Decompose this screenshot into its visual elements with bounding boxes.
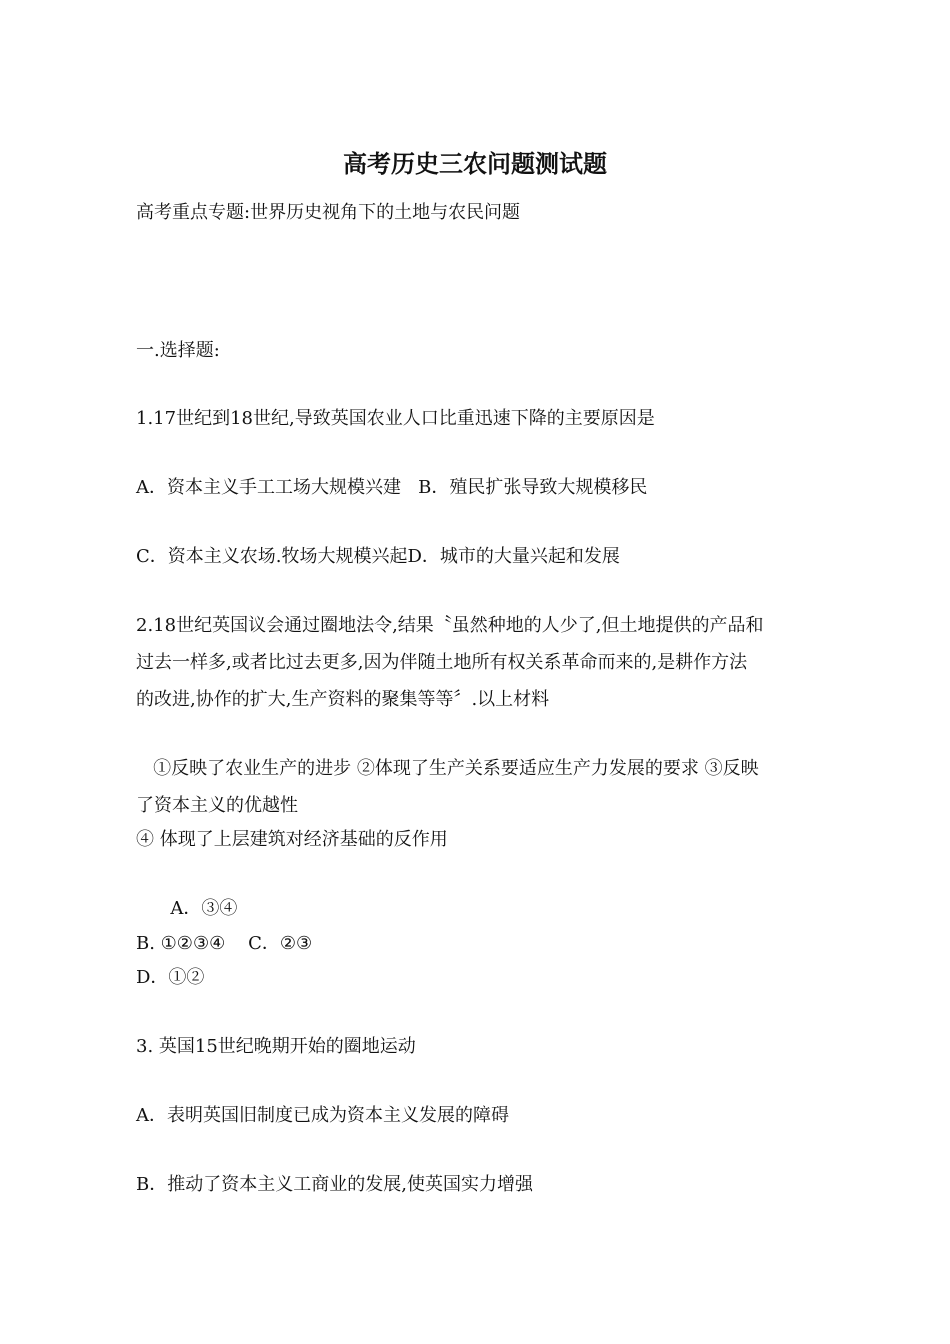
question-2-option-d: D．①② — [136, 967, 205, 988]
question-2-statements-line-2: 了资本主义的优越性 — [136, 795, 298, 816]
document-subtitle: 高考重点专题:世界历史视角下的土地与农民问题 — [136, 202, 521, 223]
question-2-stem-line-3: 的改进,协作的扩大,生产资料的聚集等等〞.以上材料 — [136, 689, 550, 710]
question-2-stem-line-2: 过去一样多,或者比过去更多,因为伴随土地所有权关系革命而来的,是耕作方法 — [136, 652, 748, 673]
question-2-statements-line-3: ④ 体现了上层建筑对经济基础的反作用 — [136, 829, 448, 850]
section-heading: 一.选择题: — [136, 340, 220, 361]
question-1-options-cd: C．资本主义农场.牧场大规模兴起D．城市的大量兴起和发展 — [136, 546, 620, 567]
question-2-statements-line-1: ①反映了农业生产的进步 ②体现了生产关系要适应生产力发展的要求 ③反映 — [136, 758, 759, 779]
question-2-options-bc: B. ①②③④ C．②③ — [136, 933, 313, 954]
question-3-stem: 3. 英国15世纪晚期开始的圈地运动 — [136, 1036, 416, 1057]
question-3-option-b: B．推动了资本主义工商业的发展,使英国实力增强 — [136, 1174, 533, 1195]
question-1-options-ab: A．资本主义手工工场大规模兴建 B．殖民扩张导致大规模移民 — [136, 477, 648, 498]
question-2-stem-line-1: 2.18世纪英国议会通过圈地法令,结果〝虽然种地的人少了,但土地提供的产品和 — [136, 615, 764, 636]
question-2-option-a: A．③④ — [136, 898, 238, 919]
document-title: 高考历史三农问题测试题 — [343, 149, 607, 178]
question-3-option-a: A．表明英国旧制度已成为资本主义发展的障碍 — [136, 1105, 509, 1126]
question-1-stem: 1.17世纪到18世纪,导致英国农业人口比重迅速下降的主要原因是 — [136, 408, 655, 429]
